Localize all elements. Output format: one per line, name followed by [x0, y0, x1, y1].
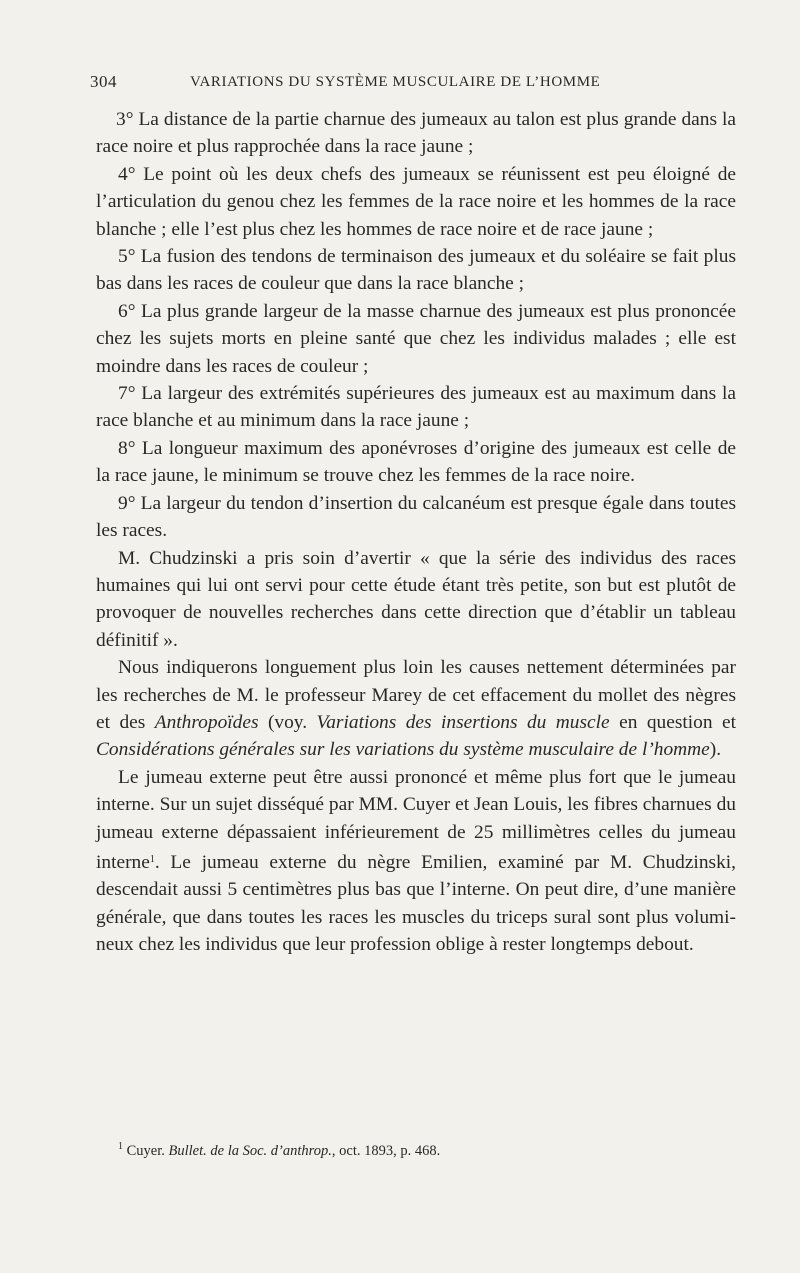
footnote-author: Cuyer.	[123, 1143, 169, 1159]
running-title: VARIATIONS DU SYSTÈME MUSCULAIRE DE L’HOMME	[190, 74, 601, 90]
footnote-marker: 1	[118, 1141, 123, 1152]
footnote-details: , oct. 1893, p. 468.	[331, 1143, 441, 1159]
paragraph-7: 7° La largeur des extrémités supérieures des jumeaux est au maximum dans la race blanche et au minimum dans la race jaune ;	[96, 383, 736, 432]
paragraph-9: 9° La largeur du tendon d’insertion du calcanéum est presque égale dans toutes les races.	[96, 492, 736, 542]
paragraph-jumeau-externe: Le jumeau externe peut être aussi prononcé et même plus fort que le jumeau interne. Sur un sujet disséqué par MM. Cuyer et Jean Louis, les fibres charnues du jumeau externe dépassaient inférieurement de 25 millimètres celles du jumeau interne$^1$. Le jumeau externe du nègre Emilien, examiné par M. Chudzinski, descendait aussi 5 centimètres plus bas que l’interne. On peut dire, d’une manière générale, que dans toutes les races les muscles du triceps sural sont plus volumineux chez les individus que leur profession oblige à rester longtemps debout.	[96, 766, 736, 956]
footnote	[118, 1141, 718, 1160]
paragraph-chudzinski-note: M. Chudzinski a pris soin d’avertir « que la série des individus des races humaines qui lui ont servi pour cette étude étant très petite, son but est plutôt de provoquer de nouvelles recherches dans cette direction que d’établir un tableau définitif ».	[96, 547, 736, 651]
body-text	[96, 106, 736, 959]
paragraph-5: 5° La fusion des tendons de terminaison des jumeaux et du soléaire se fait plus bas dans les races de couleur que dans la race blanche ;	[96, 246, 736, 295]
paragraph-marey: Nous indiquerons longuement plus loin les causes nettement déterminées par les recherches de M. le professeur Marey de cet effacement du mollet des nègres et des Anthropoïdes (voy. Variations des insertions du muscle en question et Considérations générales sur les variations du système musculaire de l’homme).	[96, 657, 736, 761]
paragraph-4: 4° Le point où les deux chefs des jumeaux se réunissent est peu éloigné de l’articulation du genou chez les femmes de la race noire et les hommes de la race blanche ; elle l’est plus chez les hommes de race noire et de race jaune ;	[96, 163, 736, 240]
page-header	[90, 72, 740, 100]
paragraph-6: 6° La plus grande largeur de la masse charnue des jumeaux est plus prononcée chez les sujets morts en pleine santé que chez les individus malades ; elle est moindre dans les races de couleur ;	[96, 300, 736, 377]
paragraph-8: 8° La longueur maximum des aponévroses d’origine des jumeaux est celle de la race jaune, le minimum se trouve chez les femmes de la race noire.	[96, 437, 736, 487]
footnote-source: Bullet. de la Soc. d’anthrop.	[168, 1143, 332, 1159]
footnote-reference: 1	[149, 853, 155, 865]
page-number: 304	[90, 72, 117, 91]
paragraph-3: 3° La distance de la partie charnue des jumeaux au talon est plus grande dans la race noire et plus rapprochée dans la race jaune ;	[96, 109, 736, 158]
